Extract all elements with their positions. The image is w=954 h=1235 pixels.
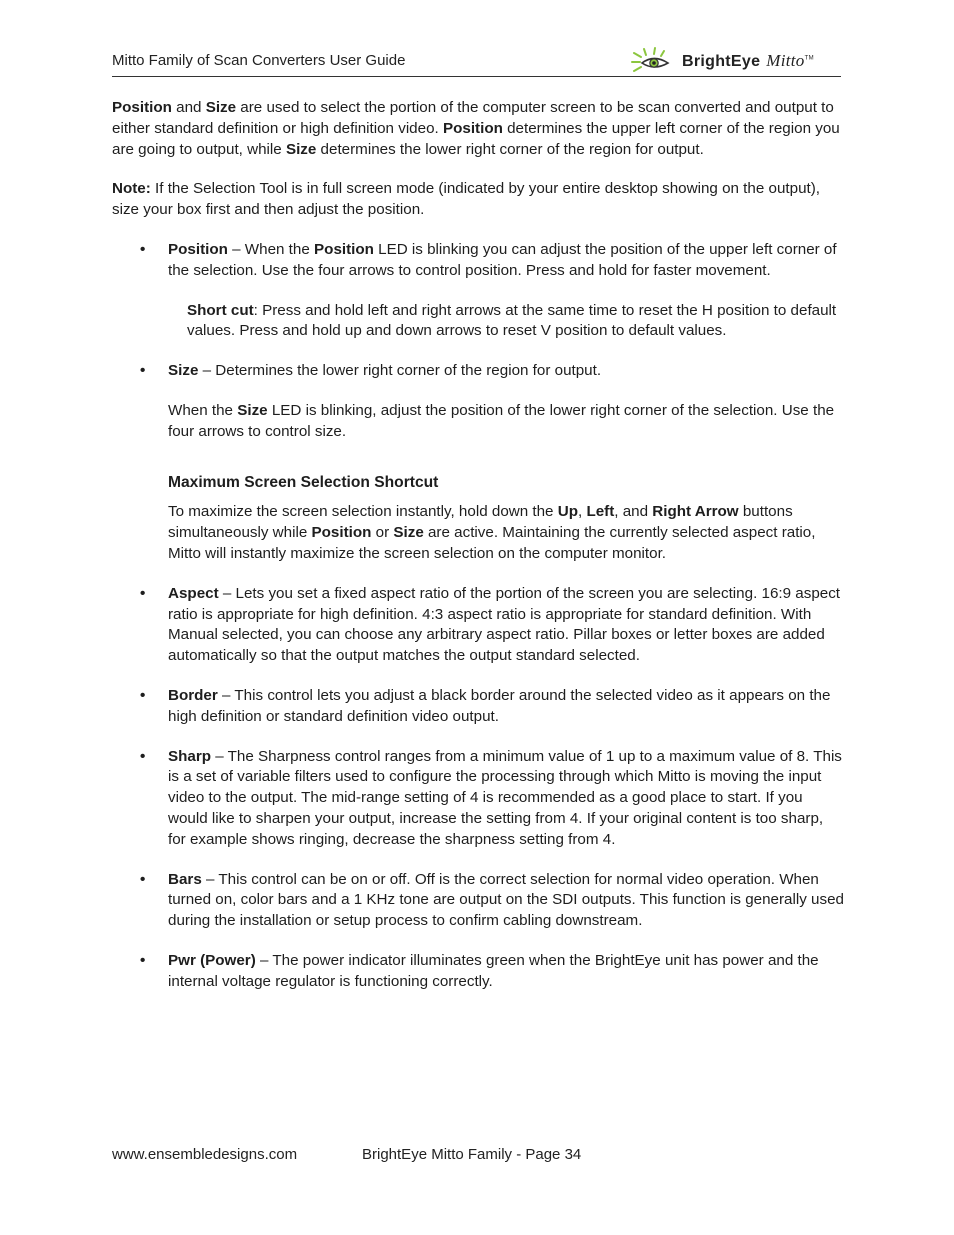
- bold-term: Position: [311, 524, 372, 542]
- list-item-aspect: [112, 584, 844, 667]
- footer-website: www.ensembledesigns.com: [112, 1146, 298, 1163]
- list-item-sharp: [112, 747, 844, 851]
- text-run: – When the: [227, 240, 315, 258]
- text-run: determines the upper left corner of the region you are going to output, while: [112, 119, 840, 158]
- bold-term: Bars: [168, 870, 202, 888]
- logo-product: Mitto: [766, 51, 805, 70]
- text-run: buttons simultaneously while: [168, 503, 793, 542]
- bold-term: Position: [442, 119, 503, 137]
- logo-brand: BrightEye: [682, 53, 761, 70]
- text-run: , and: [614, 503, 653, 521]
- text-run: : Press and hold left and right arrows at the same time to reset the H position to default values. Press and hold up and down arrows to reset V position to default values.: [187, 301, 837, 340]
- bold-term: Position: [168, 240, 228, 258]
- shortcut-paragraph: [112, 301, 844, 343]
- text-run: are used to select the portion of the computer screen to be scan converted and output to either standard definition or high definition video.: [112, 99, 834, 137]
- bullet-icon: •: [140, 240, 146, 258]
- text-run: or: [371, 524, 394, 542]
- bullet-icon: •: [140, 951, 146, 969]
- bold-term: Right Arrow: [652, 503, 739, 521]
- logo-trademark: TM: [804, 55, 814, 62]
- text-run: – Determines the lower right corner of the region for output.: [198, 362, 602, 380]
- bold-term: Size: [393, 524, 424, 542]
- text-run: determines the lower right corner of the region for output.: [316, 140, 704, 158]
- bold-term: Size: [285, 140, 317, 158]
- list-item-size: [112, 361, 844, 382]
- text-run: LED is blinking, adjust the position of the lower right corner of the selection. Use the four arrows to control size.: [168, 401, 835, 440]
- text-run: To maximize the screen selection instantly, hold down the: [168, 503, 558, 521]
- footer-page-number: BrightEye Mitto Family - Page 34: [362, 1146, 582, 1163]
- bold-term: Border: [168, 686, 218, 704]
- text-run: and: [171, 99, 206, 116]
- text-run: – This control lets you adjust a black border around the selected video as it appears on the high definition or standard definition video output.: [168, 686, 831, 725]
- maximize-paragraph: [112, 502, 844, 564]
- bullet-icon: •: [140, 362, 146, 380]
- bold-term: Size: [168, 362, 199, 380]
- text-run: – Lets you set a fixed aspect ratio of the portion of the screen you are selecting. 16:9 aspect ratio is appropriate for high definition. 4:3 aspect ratio is appropriate for standard definition. With Manual selected, you can choose any arbitrary aspect ratio. Pillar boxes or letter boxes are added automatically so that the output matches the output standard selected.: [168, 584, 841, 665]
- bold-term: Position: [112, 99, 172, 116]
- bold-term: Up: [557, 503, 578, 521]
- size-continuation-paragraph: [112, 401, 844, 443]
- eye-logo-icon: [628, 46, 680, 76]
- bold-term: Aspect: [168, 584, 219, 602]
- list-item-bars: [112, 870, 844, 932]
- bold-term: Left: [586, 503, 615, 521]
- list-item-position: [112, 240, 844, 282]
- text-run: If the Selection Tool is in full screen mode (indicated by your entire desktop showing on the output), size your box first and then adjust the position.: [112, 180, 821, 219]
- bold-term: Sharp: [168, 747, 212, 765]
- header-divider: [112, 76, 841, 77]
- header-title: Mitto Family of Scan Converters User Guide: [112, 52, 406, 69]
- section-heading: Maximum Screen Selection Shortcut: [168, 473, 439, 491]
- list-item-power: [112, 951, 844, 993]
- text-run: are active. Maintaining the currently selected aspect ratio, Mitto will instantly maximize the screen selection on the computer monitor.: [168, 524, 816, 562]
- note-paragraph: [112, 179, 844, 221]
- list-item-border: [112, 686, 844, 728]
- bold-term: Position: [314, 240, 374, 258]
- text-run: ,: [577, 503, 587, 521]
- brighteye-logo: [628, 46, 842, 76]
- bold-term: Size: [237, 401, 268, 419]
- text-run: – The Sharpness control ranges from a minimum value of 1 up to a maximum value of 8. This is a set of variable filters used to configure the processing through which Mitto is moving the input video to the output. The mid-range setting of 4 is recommended as a good place to start. If you would like to sharpen your output, increase the setting from 4. If your original content is too sharp, for example shows ringing, decrease the sharpness setting from 4.: [168, 747, 842, 848]
- intro-paragraph: [112, 98, 844, 160]
- text-run: – This control can be on or off. Off is the correct selection for normal video operation. When turned on, color bars and a 1 KHz tone are output on the SDI outputs. This function is generally used during the installation or setup process to confirm cabling downstream.: [168, 870, 844, 930]
- bold-term: Pwr (Power): [168, 951, 256, 969]
- note-label: Note:: [112, 180, 151, 198]
- bullet-icon: •: [140, 870, 146, 888]
- text-run: LED is blinking you can adjust the position of the upper left corner of the selection. Use the four arrows to control position. Press and hold for faster movement.: [168, 240, 837, 279]
- bullet-icon: •: [140, 584, 146, 602]
- bold-term: Short cut: [187, 301, 254, 319]
- text-run: – The power indicator illuminates green when the BrightEye unit has power and the internal voltage regulator is functioning correctly.: [168, 951, 819, 990]
- bold-term: Size: [205, 99, 237, 116]
- bullet-icon: •: [140, 747, 146, 765]
- bullet-icon: •: [140, 686, 146, 704]
- text-run: When the: [168, 401, 238, 419]
- page-body: [112, 98, 844, 1012]
- logo-wordmark: [682, 51, 814, 71]
